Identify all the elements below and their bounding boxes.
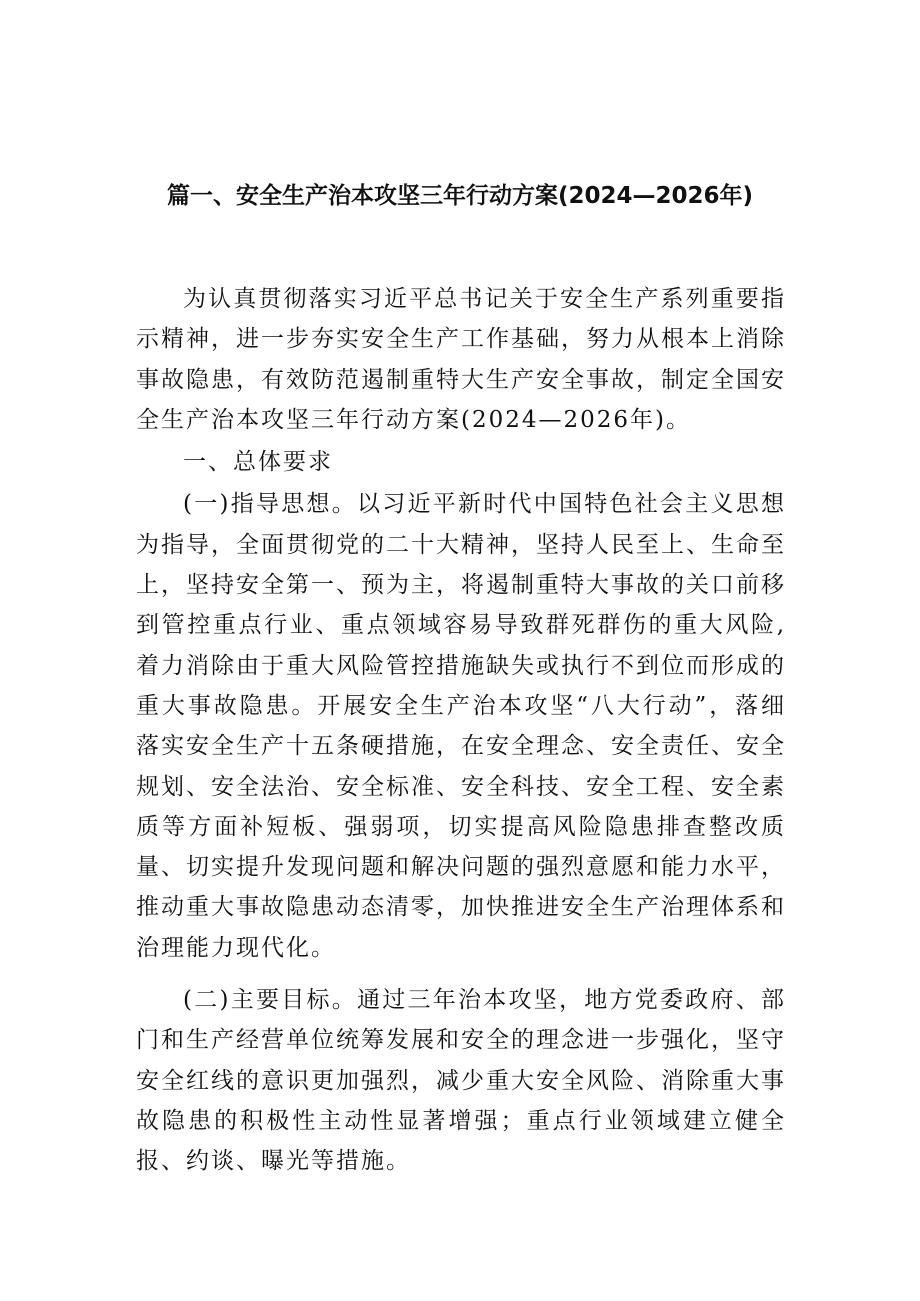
main-objectives-paragraph: (二)主要目标。通过三年治本攻坚，地方党委政府、部门和生产经营单位统筹发展和安全的理念进一步强化，坚守安全红线的意识更加强烈，减少重大安全风险、消除重大事故隐患的积极性主动性显著增强；重点行业领域建立健全报、约谈、曝光等措施。 xyxy=(136,987,786,1175)
section-heading-general-requirements: 一、总体要求 xyxy=(183,449,333,476)
intro-paragraph: 为认真贯彻落实习近平总书记关于安全生产系列重要指示精神，进一步夯实安全生产工作基础，努力从根本上消除事故隐患，有效防范遏制重特大生产安全事故，制定全国安全生产治本攻坚三年行动方案(2024—2026年)。 xyxy=(136,286,786,433)
document-title: 篇一、安全生产治本攻坚三年行动方案(2024—2026年) xyxy=(166,183,754,209)
guiding-ideology-paragraph: (一)指导思想。以习近平新时代中国特色社会主义思想为指导，全面贯彻党的二十大精神，坚持人民至上、生命至上，坚持安全第一、预为主，将遏制重特大事故的关口前移到管控重点行业、重点领域容易导致群死群伤的重大风险,着力消除由于重大风险管控措施缺失或执行不到位而形成的重大事故隐患。开展安全生产治本攻坚“八大行动”，落细落实安全生产十五条硬措施，在安全理念、安全责任、安全规划、安全法治、安全标准、安全科技、安全工程、安全素质等方面补短板、强弱项，切实提高风险隐患排查整改质量、切实提升发现问题和解决问题的强烈意愿和能力水平，推动重大事故隐患动态清零，加快推进安全生产治理体系和治理能力现代化。 xyxy=(136,491,786,961)
document-body xyxy=(136,279,786,1182)
